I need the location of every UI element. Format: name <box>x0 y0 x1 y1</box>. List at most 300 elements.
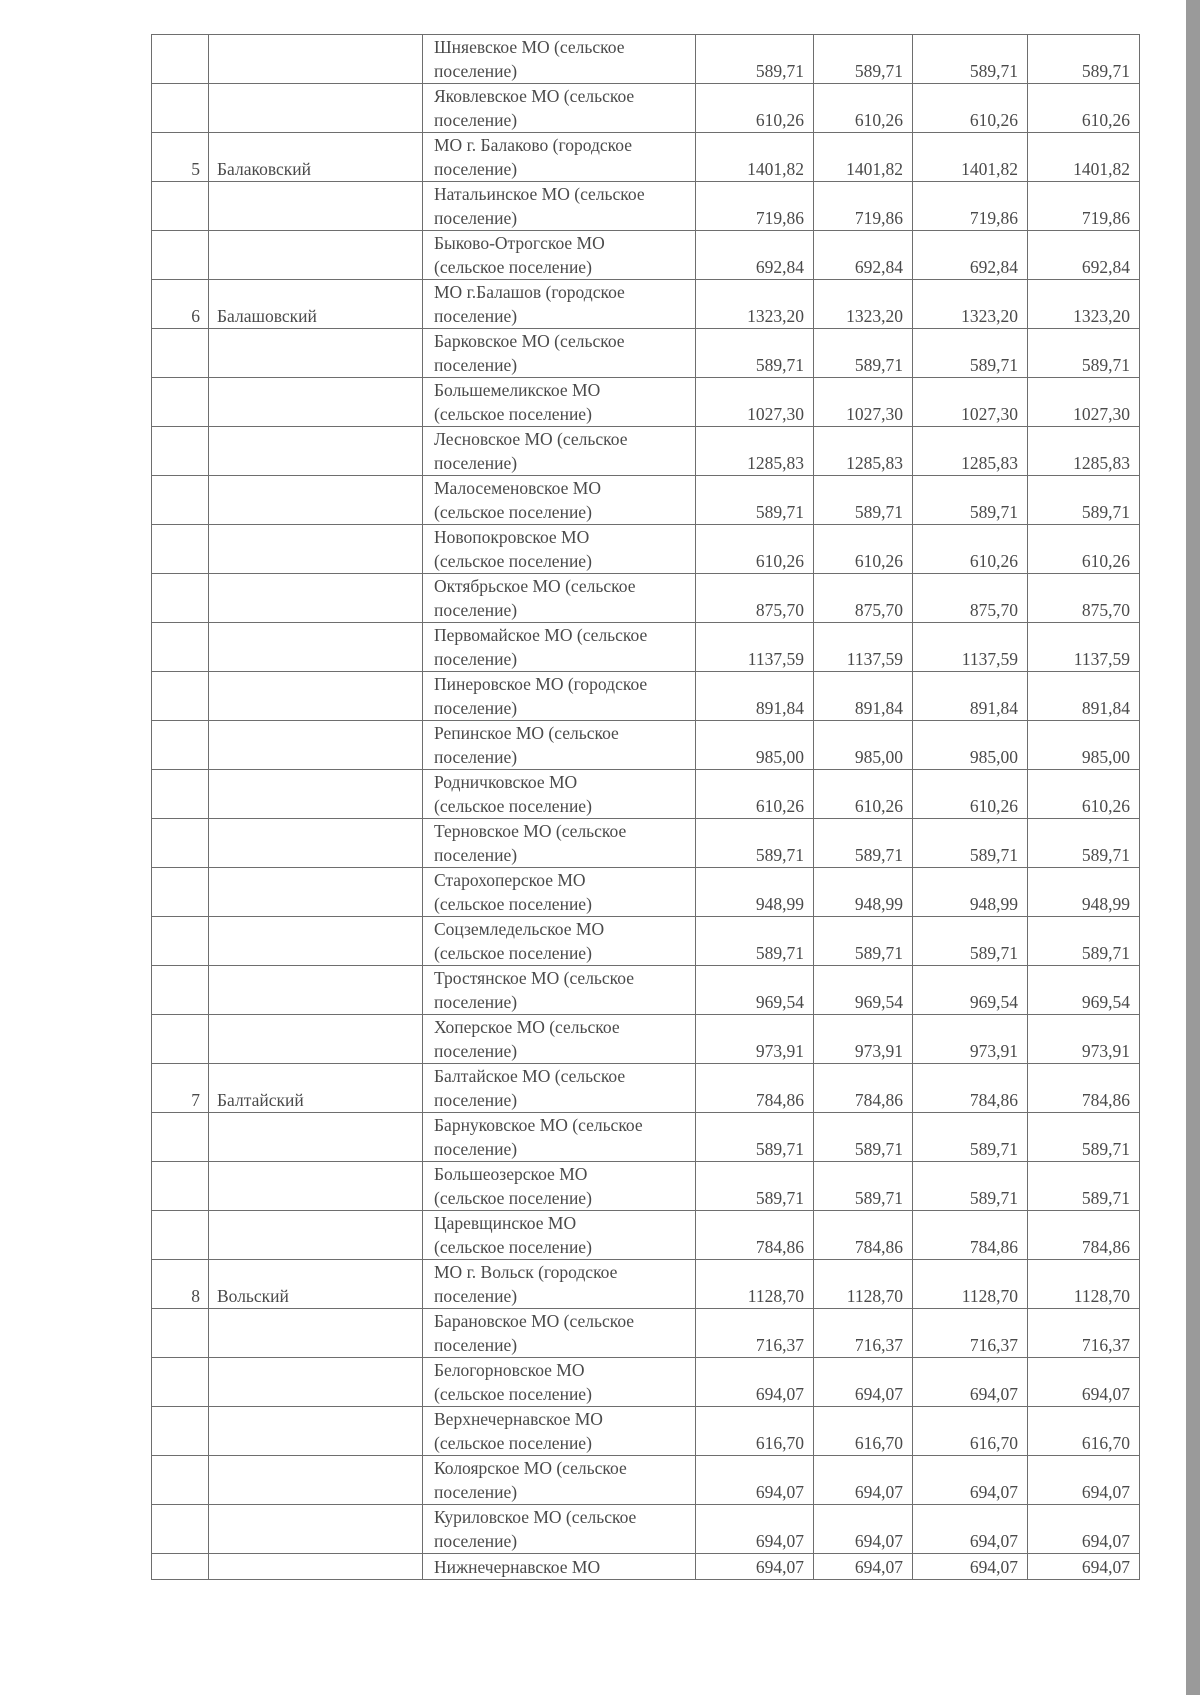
municipality-name-line: Первомайское МО (сельское <box>434 625 648 645</box>
value-cell: 694,07 <box>913 1358 1028 1407</box>
municipality-name-line: Барановское МО (сельское <box>434 1311 635 1331</box>
value-cell: 784,86 <box>696 1064 814 1113</box>
value-cell: 969,54 <box>1028 966 1140 1015</box>
district-cell <box>209 1407 423 1456</box>
table-row <box>152 868 1140 917</box>
municipality-cell <box>423 721 696 770</box>
value-cell: 1027,30 <box>814 378 913 427</box>
value-cell: 973,91 <box>1028 1015 1140 1064</box>
value-cell: 610,26 <box>913 84 1028 133</box>
table-row <box>152 280 1140 329</box>
value-cell: 589,71 <box>696 819 814 868</box>
value-cell: 694,07 <box>696 1505 814 1554</box>
value-cell: 948,99 <box>1028 868 1140 917</box>
value-cell: 589,71 <box>913 1113 1028 1162</box>
table-row <box>152 35 1140 84</box>
municipality-name-line: МО г. Вольск (городское <box>434 1262 618 1282</box>
municipality-cell <box>423 1309 696 1358</box>
row-number-cell <box>152 476 209 525</box>
value-cell: 694,07 <box>1028 1505 1140 1554</box>
value-cell: 692,84 <box>913 231 1028 280</box>
municipality-cell <box>423 574 696 623</box>
value-cell: 589,71 <box>814 1162 913 1211</box>
value-cell: 589,71 <box>913 917 1028 966</box>
table-row <box>152 1407 1140 1456</box>
municipality-name-line: Родничковское МО <box>434 772 578 792</box>
value-cell: 969,54 <box>696 966 814 1015</box>
municipality-name-line: Колоярское МО (сельское <box>434 1458 627 1478</box>
municipality-name-line: поселение) <box>434 600 518 620</box>
municipality-cell <box>423 329 696 378</box>
value-cell: 1323,20 <box>913 280 1028 329</box>
value-cell: 589,71 <box>814 476 913 525</box>
value-cell: 716,37 <box>1028 1309 1140 1358</box>
district-cell <box>209 1162 423 1211</box>
district-cell: Балашовский <box>209 280 423 329</box>
value-cell: 1323,20 <box>1028 280 1140 329</box>
value-cell: 610,26 <box>1028 525 1140 574</box>
municipality-name-line: Тростянское МО (сельское <box>434 968 635 988</box>
municipality-cell <box>423 231 696 280</box>
district-cell <box>209 329 423 378</box>
district-cell <box>209 1505 423 1554</box>
table-row <box>152 966 1140 1015</box>
value-cell: 589,71 <box>696 1162 814 1211</box>
value-cell: 1137,59 <box>696 623 814 672</box>
municipality-name-line: (сельское поселение) <box>434 1237 592 1257</box>
district-cell <box>209 84 423 133</box>
table-row <box>152 1260 1140 1309</box>
value-cell: 692,84 <box>814 231 913 280</box>
municipality-cell <box>423 84 696 133</box>
value-cell: 973,91 <box>696 1015 814 1064</box>
value-cell: 784,86 <box>1028 1064 1140 1113</box>
municipality-name-line: поселение) <box>434 1090 518 1110</box>
value-cell: 1323,20 <box>696 280 814 329</box>
row-number-cell <box>152 1162 209 1211</box>
municipality-name-line: Нижнечернавское МО <box>434 1557 601 1577</box>
value-cell: 1285,83 <box>913 427 1028 476</box>
value-cell: 891,84 <box>696 672 814 721</box>
municipality-name-line: поселение) <box>434 453 518 473</box>
value-cell: 948,99 <box>814 868 913 917</box>
value-cell: 589,71 <box>814 329 913 378</box>
value-cell: 589,71 <box>913 476 1028 525</box>
municipality-name-line: поселение) <box>434 747 518 767</box>
district-cell <box>209 917 423 966</box>
table-row <box>152 672 1140 721</box>
value-cell: 589,71 <box>696 917 814 966</box>
value-cell: 1027,30 <box>696 378 814 427</box>
value-cell: 610,26 <box>814 84 913 133</box>
value-cell: 694,07 <box>913 1456 1028 1505</box>
municipality-name-line: МО г. Балаково (городское <box>434 135 632 155</box>
row-number-cell: 6 <box>152 280 209 329</box>
value-cell: 985,00 <box>913 721 1028 770</box>
value-cell: 784,86 <box>913 1064 1028 1113</box>
municipality-cell <box>423 819 696 868</box>
table-row <box>152 1015 1140 1064</box>
table-row <box>152 329 1140 378</box>
municipality-cell <box>423 917 696 966</box>
municipality-name-line: (сельское поселение) <box>434 257 592 277</box>
municipality-name-line: Пинеровское МО (городское <box>434 674 648 694</box>
table-row <box>152 623 1140 672</box>
municipality-name-line: Соцземледельское МО <box>434 919 605 939</box>
value-cell: 589,71 <box>696 1113 814 1162</box>
value-cell: 694,07 <box>696 1456 814 1505</box>
table-body <box>152 35 1140 1580</box>
table-row <box>152 1554 1140 1580</box>
value-cell: 985,00 <box>696 721 814 770</box>
value-cell: 1137,59 <box>913 623 1028 672</box>
value-cell: 784,86 <box>1028 1211 1140 1260</box>
value-cell: 694,07 <box>913 1554 1028 1580</box>
value-cell: 589,71 <box>1028 917 1140 966</box>
value-cell: 875,70 <box>696 574 814 623</box>
municipality-name-line: (сельское поселение) <box>434 796 592 816</box>
district-cell <box>209 476 423 525</box>
municipality-cell <box>423 1113 696 1162</box>
value-cell: 694,07 <box>913 1505 1028 1554</box>
municipality-cell <box>423 1554 696 1580</box>
row-number-cell <box>152 819 209 868</box>
value-cell: 692,84 <box>696 231 814 280</box>
municipality-cell <box>423 280 696 329</box>
value-cell: 610,26 <box>913 770 1028 819</box>
value-cell: 589,71 <box>1028 476 1140 525</box>
municipality-cell <box>423 1211 696 1260</box>
table-row <box>152 1505 1140 1554</box>
value-cell: 610,26 <box>1028 770 1140 819</box>
row-number-cell <box>152 427 209 476</box>
value-cell: 784,86 <box>696 1211 814 1260</box>
row-number-cell <box>152 1554 209 1580</box>
row-number-cell <box>152 574 209 623</box>
value-cell: 694,07 <box>814 1456 913 1505</box>
row-number-cell: 7 <box>152 1064 209 1113</box>
value-cell: 1323,20 <box>814 280 913 329</box>
municipality-cell <box>423 966 696 1015</box>
table-row <box>152 133 1140 182</box>
value-cell: 1128,70 <box>1028 1260 1140 1309</box>
value-cell: 719,86 <box>913 182 1028 231</box>
municipality-name-line: поселение) <box>434 1482 518 1502</box>
value-cell: 694,07 <box>1028 1554 1140 1580</box>
value-cell: 875,70 <box>1028 574 1140 623</box>
municipality-cell <box>423 1456 696 1505</box>
row-number-cell <box>152 1456 209 1505</box>
value-cell: 1137,59 <box>814 623 913 672</box>
municipality-cell <box>423 35 696 84</box>
district-cell <box>209 868 423 917</box>
municipality-name-line: Быково-Отрогское МО <box>434 233 605 253</box>
row-number-cell: 8 <box>152 1260 209 1309</box>
table-row <box>152 1211 1140 1260</box>
municipality-name-line: поселение) <box>434 1139 518 1159</box>
value-cell: 589,71 <box>814 917 913 966</box>
value-cell: 589,71 <box>1028 1113 1140 1162</box>
value-cell: 610,26 <box>814 770 913 819</box>
municipality-name-line: Верхнечернавское МО <box>434 1409 603 1429</box>
value-cell: 589,71 <box>814 819 913 868</box>
value-cell: 589,71 <box>814 35 913 84</box>
value-cell: 694,07 <box>814 1505 913 1554</box>
value-cell: 1401,82 <box>913 133 1028 182</box>
municipality-cell <box>423 1064 696 1113</box>
district-cell <box>209 819 423 868</box>
value-cell: 610,26 <box>696 525 814 574</box>
table-row <box>152 819 1140 868</box>
table-row <box>152 427 1140 476</box>
row-number-cell <box>152 1015 209 1064</box>
municipality-cell <box>423 1162 696 1211</box>
municipality-cell <box>423 1358 696 1407</box>
value-cell: 719,86 <box>814 182 913 231</box>
municipality-name-line: поселение) <box>434 1335 518 1355</box>
municipality-name-line: (сельское поселение) <box>434 943 592 963</box>
table-row <box>152 770 1140 819</box>
municipality-name-line: поселение) <box>434 159 518 179</box>
value-cell: 716,37 <box>696 1309 814 1358</box>
value-cell: 1027,30 <box>913 378 1028 427</box>
municipality-name-line: Большеозерское МО <box>434 1164 588 1184</box>
row-number-cell <box>152 917 209 966</box>
value-cell: 694,07 <box>1028 1358 1140 1407</box>
value-cell: 1285,83 <box>1028 427 1140 476</box>
value-cell: 719,86 <box>1028 182 1140 231</box>
municipality-name-line: (сельское поселение) <box>434 1188 592 1208</box>
table-row <box>152 476 1140 525</box>
district-cell <box>209 966 423 1015</box>
municipality-name-line: поселение) <box>434 61 518 81</box>
municipality-name-line: Новопокровское МО <box>434 527 590 547</box>
value-cell: 969,54 <box>814 966 913 1015</box>
table-row <box>152 1358 1140 1407</box>
district-cell: Балаковский <box>209 133 423 182</box>
row-number-cell <box>152 231 209 280</box>
value-cell: 589,71 <box>913 329 1028 378</box>
value-cell: 1027,30 <box>1028 378 1140 427</box>
district-cell <box>209 1113 423 1162</box>
value-cell: 589,71 <box>696 35 814 84</box>
value-cell: 694,07 <box>696 1554 814 1580</box>
municipality-name-line: поселение) <box>434 306 518 326</box>
value-cell: 1128,70 <box>696 1260 814 1309</box>
row-number-cell: 5 <box>152 133 209 182</box>
value-cell: 875,70 <box>913 574 1028 623</box>
municipality-name-line: поселение) <box>434 110 518 130</box>
municipality-name-line: Натальинское МО (сельское <box>434 184 645 204</box>
value-cell: 610,26 <box>1028 84 1140 133</box>
district-cell <box>209 574 423 623</box>
municipality-name-line: поселение) <box>434 208 518 228</box>
municipality-name-line: (сельское поселение) <box>434 1384 592 1404</box>
value-cell: 891,84 <box>913 672 1028 721</box>
table-row <box>152 84 1140 133</box>
municipality-name-line: МО г.Балашов (городское <box>434 282 625 302</box>
municipality-name-line: поселение) <box>434 992 518 1012</box>
municipality-name-line: Шняевское МО (сельское <box>434 37 625 57</box>
value-cell: 610,26 <box>814 525 913 574</box>
municipality-cell <box>423 770 696 819</box>
value-cell: 589,71 <box>1028 35 1140 84</box>
value-cell: 692,84 <box>1028 231 1140 280</box>
municipality-name-line: поселение) <box>434 355 518 375</box>
municipality-cell <box>423 182 696 231</box>
value-cell: 1137,59 <box>1028 623 1140 672</box>
value-cell: 610,26 <box>696 84 814 133</box>
value-cell: 985,00 <box>1028 721 1140 770</box>
value-cell: 973,91 <box>814 1015 913 1064</box>
value-cell: 784,86 <box>814 1064 913 1113</box>
municipality-name-line: Старохоперское МО <box>434 870 586 890</box>
table-row <box>152 525 1140 574</box>
municipality-cell <box>423 427 696 476</box>
table-row <box>152 378 1140 427</box>
value-cell: 610,26 <box>913 525 1028 574</box>
row-number-cell <box>152 1211 209 1260</box>
value-cell: 694,07 <box>696 1358 814 1407</box>
table-row <box>152 182 1140 231</box>
district-cell <box>209 672 423 721</box>
value-cell: 875,70 <box>814 574 913 623</box>
municipality-name-line: поселение) <box>434 845 518 865</box>
row-number-cell <box>152 182 209 231</box>
value-cell: 784,86 <box>913 1211 1028 1260</box>
value-cell: 719,86 <box>696 182 814 231</box>
value-cell: 1285,83 <box>696 427 814 476</box>
value-cell: 616,70 <box>696 1407 814 1456</box>
municipality-name-line: (сельское поселение) <box>434 551 592 571</box>
municipality-name-line: Малосеменовское МО <box>434 478 601 498</box>
value-cell: 1285,83 <box>814 427 913 476</box>
value-cell: 1401,82 <box>1028 133 1140 182</box>
municipality-name-line: (сельское поселение) <box>434 1433 592 1453</box>
value-cell: 589,71 <box>1028 329 1140 378</box>
row-number-cell <box>152 1505 209 1554</box>
table-row <box>152 1064 1140 1113</box>
row-number-cell <box>152 721 209 770</box>
tariff-table <box>151 34 1140 1580</box>
municipality-cell <box>423 672 696 721</box>
value-cell: 589,71 <box>913 35 1028 84</box>
value-cell: 694,07 <box>1028 1456 1140 1505</box>
value-cell: 616,70 <box>913 1407 1028 1456</box>
municipality-cell <box>423 1015 696 1064</box>
municipality-name-line: Октябрьское МО (сельское <box>434 576 636 596</box>
municipality-name-line: Лесновское МО (сельское <box>434 429 628 449</box>
district-cell <box>209 721 423 770</box>
municipality-name-line: Большемеликское МО <box>434 380 601 400</box>
table-row <box>152 1162 1140 1211</box>
value-cell: 589,71 <box>1028 819 1140 868</box>
value-cell: 589,71 <box>814 1113 913 1162</box>
row-number-cell <box>152 329 209 378</box>
municipality-cell <box>423 1407 696 1456</box>
value-cell: 1401,82 <box>814 133 913 182</box>
district-cell: Балтайский <box>209 1064 423 1113</box>
table-row <box>152 231 1140 280</box>
value-cell: 716,37 <box>814 1309 913 1358</box>
municipality-name-line: Куриловское МО (сельское <box>434 1507 637 1527</box>
value-cell: 589,71 <box>913 1162 1028 1211</box>
value-cell: 694,07 <box>814 1358 913 1407</box>
value-cell: 1128,70 <box>913 1260 1028 1309</box>
district-cell <box>209 427 423 476</box>
table-row <box>152 1309 1140 1358</box>
district-cell <box>209 770 423 819</box>
municipality-name-line: Белогорновское МО <box>434 1360 585 1380</box>
table-row <box>152 721 1140 770</box>
municipality-cell <box>423 476 696 525</box>
municipality-name-line: Царевщинское МО <box>434 1213 577 1233</box>
municipality-name-line: Балтайское МО (сельское <box>434 1066 626 1086</box>
table-row <box>152 1113 1140 1162</box>
municipality-name-line: Барковское МО (сельское <box>434 331 625 351</box>
district-cell <box>209 1211 423 1260</box>
value-cell: 969,54 <box>913 966 1028 1015</box>
municipality-name-line: поселение) <box>434 1041 518 1061</box>
row-number-cell <box>152 378 209 427</box>
value-cell: 948,99 <box>696 868 814 917</box>
municipality-name-line: (сельское поселение) <box>434 502 592 522</box>
row-number-cell <box>152 1358 209 1407</box>
value-cell: 616,70 <box>814 1407 913 1456</box>
district-cell <box>209 1358 423 1407</box>
district-cell <box>209 182 423 231</box>
district-cell <box>209 623 423 672</box>
value-cell: 589,71 <box>1028 1162 1140 1211</box>
municipality-name-line: поселение) <box>434 649 518 669</box>
municipality-name-line: поселение) <box>434 1531 518 1551</box>
value-cell: 1128,70 <box>814 1260 913 1309</box>
value-cell: 694,07 <box>814 1554 913 1580</box>
value-cell: 973,91 <box>913 1015 1028 1064</box>
district-cell: Вольский <box>209 1260 423 1309</box>
value-cell: 1401,82 <box>696 133 814 182</box>
value-cell: 784,86 <box>814 1211 913 1260</box>
municipality-name-line: Хоперское МО (сельское <box>434 1017 620 1037</box>
municipality-name-line: поселение) <box>434 698 518 718</box>
row-number-cell <box>152 1407 209 1456</box>
municipality-name-line: (сельское поселение) <box>434 894 592 914</box>
municipality-name-line: Репинское МО (сельское <box>434 723 619 743</box>
district-cell <box>209 1309 423 1358</box>
municipality-name-line: Яковлевское МО (сельское <box>434 86 635 106</box>
row-number-cell <box>152 966 209 1015</box>
value-cell: 589,71 <box>696 329 814 378</box>
value-cell: 589,71 <box>913 819 1028 868</box>
municipality-cell <box>423 133 696 182</box>
municipality-cell <box>423 868 696 917</box>
municipality-cell <box>423 378 696 427</box>
district-cell <box>209 378 423 427</box>
value-cell: 985,00 <box>814 721 913 770</box>
row-number-cell <box>152 868 209 917</box>
district-cell <box>209 1554 423 1580</box>
value-cell: 610,26 <box>696 770 814 819</box>
value-cell: 616,70 <box>1028 1407 1140 1456</box>
table-row <box>152 1456 1140 1505</box>
row-number-cell <box>152 35 209 84</box>
row-number-cell <box>152 1309 209 1358</box>
value-cell: 891,84 <box>1028 672 1140 721</box>
municipality-name-line: Терновское МО (сельское <box>434 821 627 841</box>
district-cell <box>209 1456 423 1505</box>
table-row <box>152 917 1140 966</box>
row-number-cell <box>152 672 209 721</box>
